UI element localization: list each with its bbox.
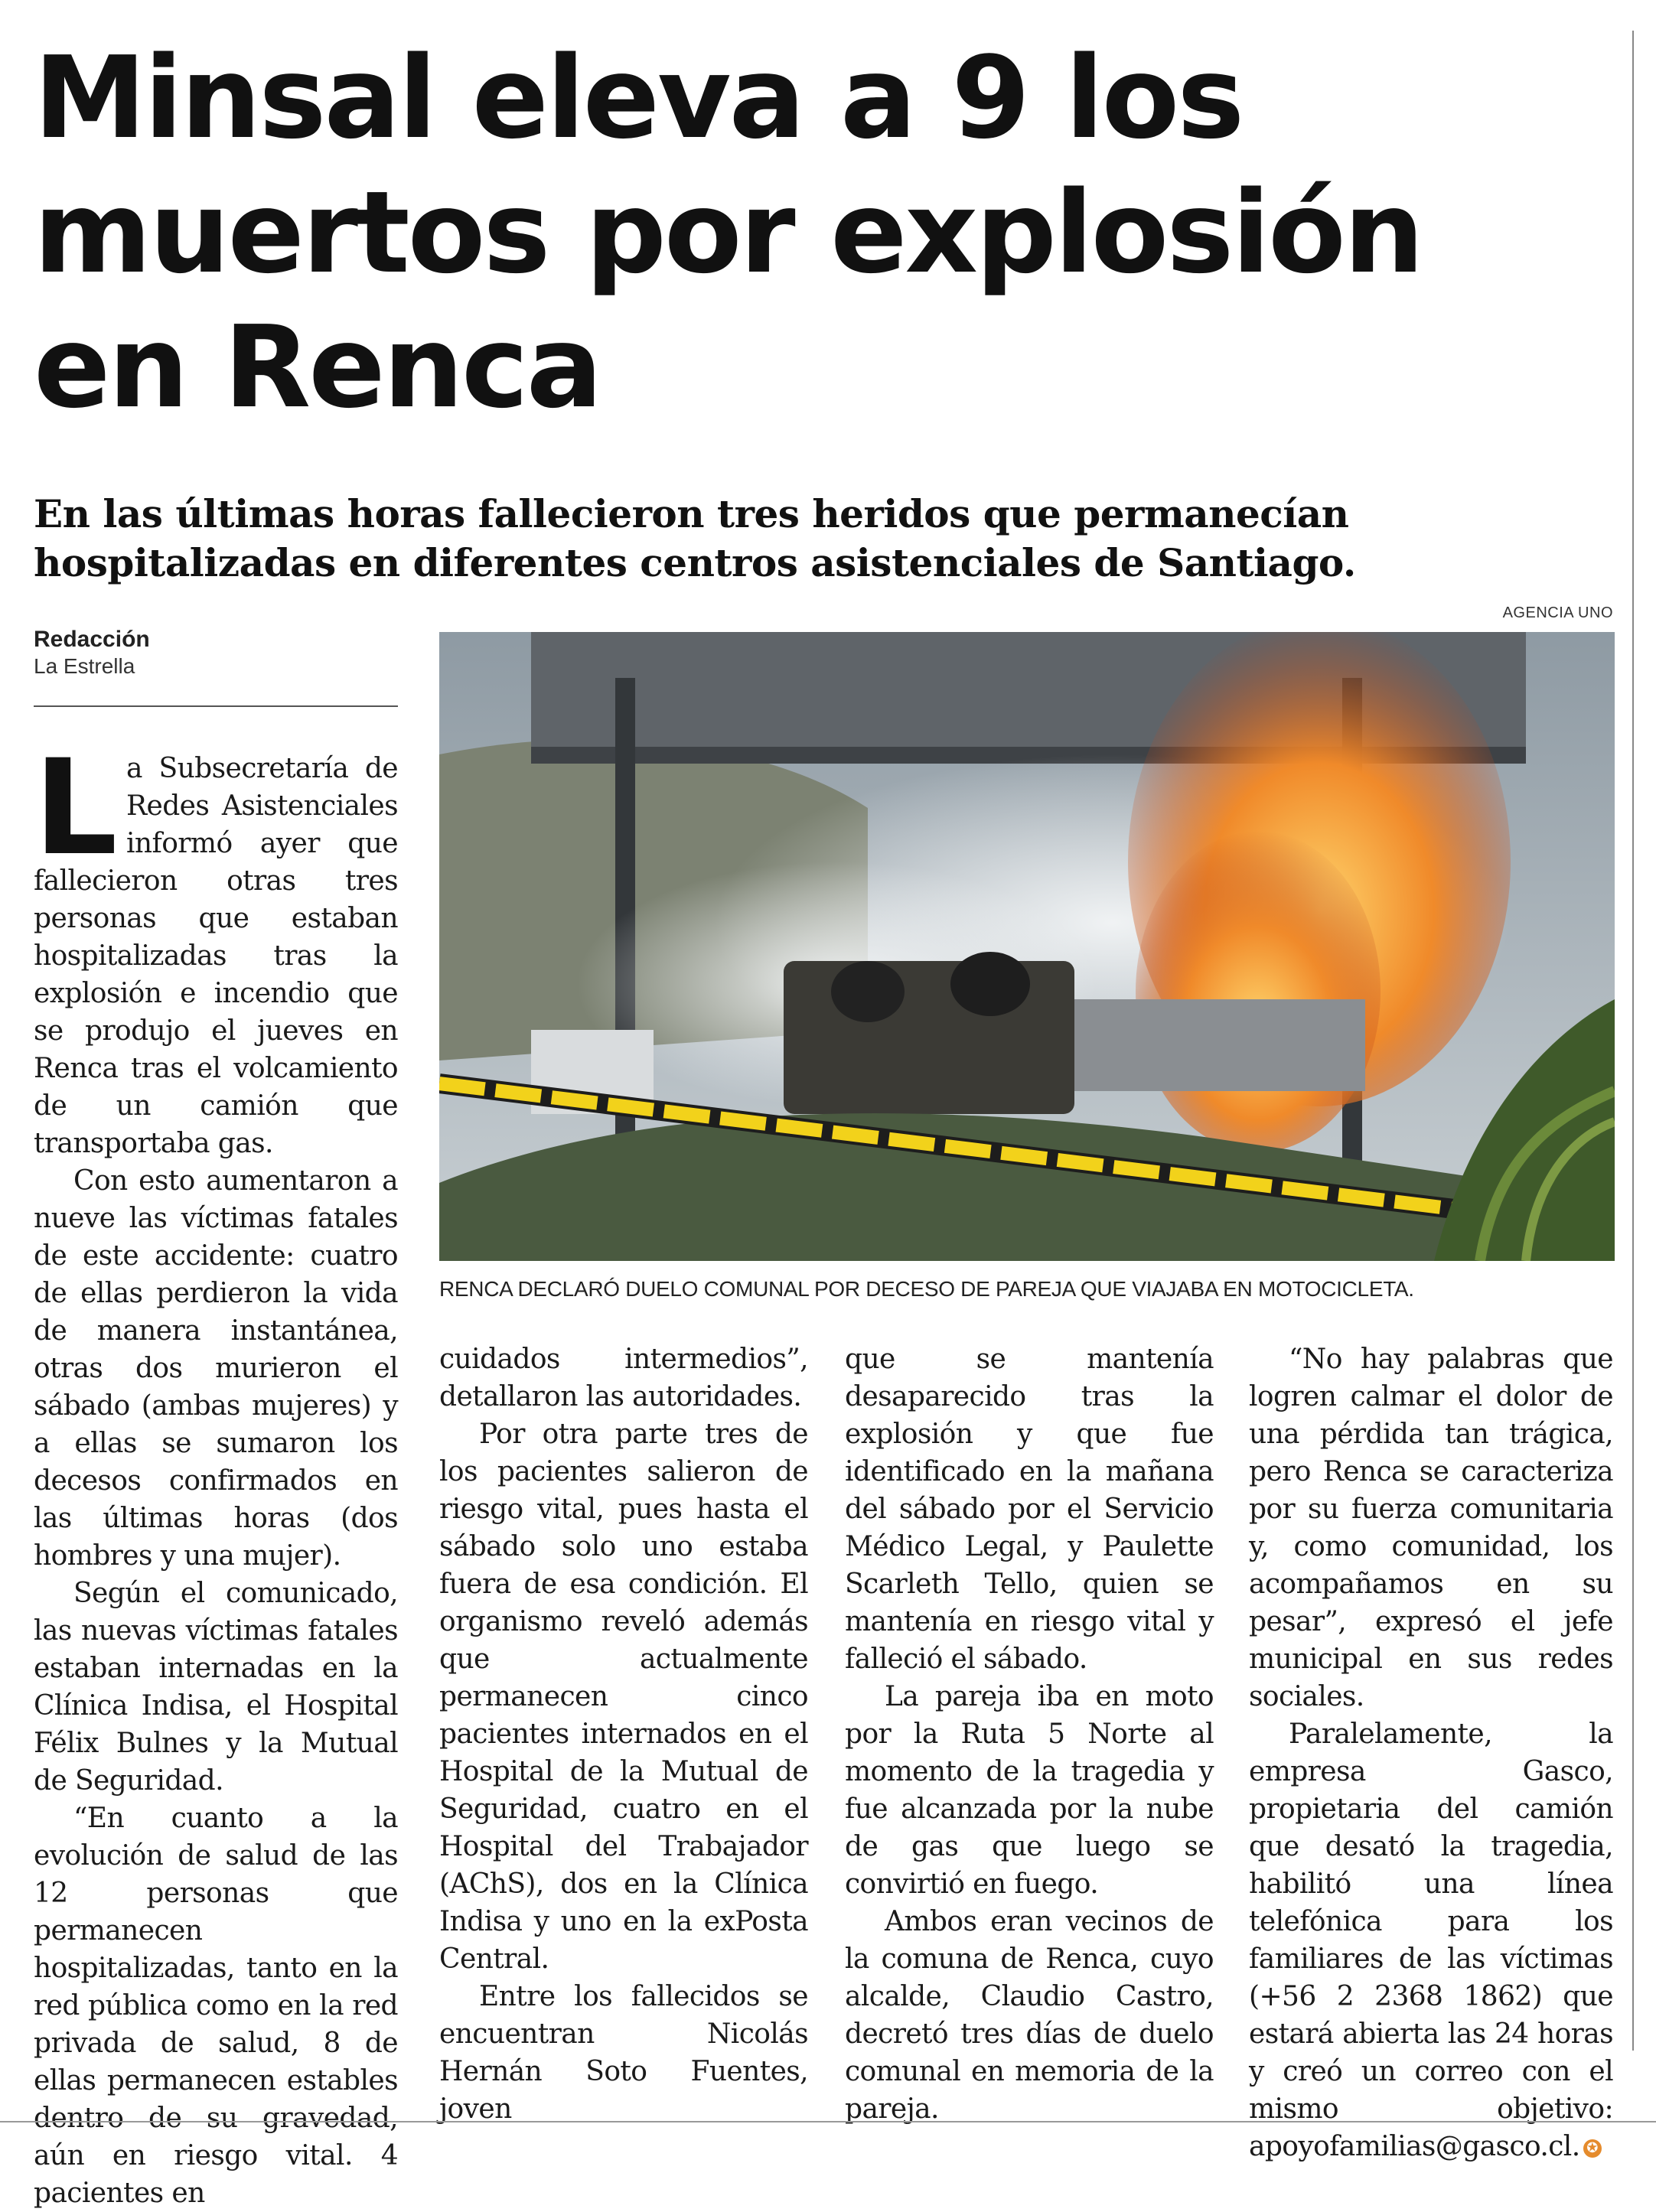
byline-author: Redacción — [34, 627, 150, 652]
column-divider-rule — [1632, 31, 1634, 2051]
paragraph: “En cuanto a la evolución de salud de las 12 personas que permanecen hospitalizadas, tanto en la red pública como en la red privada de salud, 8 de ellas permanecen estables dentro de su gravedad, aún en riesgo vital. 4 pacientes en — [34, 1803, 398, 2209]
paragraph — [1249, 1715, 1613, 2165]
article-column-3 — [845, 1341, 1214, 2128]
paragraph: cuidados intermedios”, detallaron las autoridades. — [439, 1344, 808, 1412]
paragraph-text: a Subsecretaría de Redes Asistenciales informó ayer que fallecieron otras tres personas que estaban hospitalizadas tras la explosión e incendio que se produjo el jueves en Renca tras el volcamiento de un camión que transportaba gas. — [34, 753, 398, 1159]
paragraph: Entre los fallecidos se encuentran Nicolás Hernán Soto Fuentes, joven — [439, 1981, 808, 2125]
paragraph: Ambos eran vecinos de la comuna de Renca, cuyo alcalde, Claudio Castro, decretó tres días de duelo comunal en memoria de la pareja. — [845, 1906, 1214, 2125]
photo-credit: AGENCIA UNO — [1502, 604, 1613, 621]
news-photo — [439, 632, 1615, 1261]
article-column-2 — [439, 1341, 808, 2128]
paragraph-text: Paralelamente, la empresa Gasco, propietaria del camión que desató la tragedia, habilitó una línea telefónica para los familiares de las víctimas (+56 2 2368 1862) que estará abierta las 24 horas y creó un correo con el mismo objetivo: apoyofamilias@gasco.cl. — [1249, 1718, 1613, 2162]
photo-caption: RENCA DECLARÓ DUELO COMUNAL POR DECESO DE PAREJA QUE VIAJABA EN MOTOCICLETA. — [439, 1277, 1414, 1301]
end-of-article-icon: ✪ — [1583, 2139, 1602, 2158]
byline-outlet: La Estrella — [34, 654, 135, 678]
deck-subtitle: En las últimas horas fallecieron tres heridos que permanecían hospitalizadas en diferentes centros asistenciales de Santiago. — [34, 491, 1356, 585]
paragraph: Por otra parte tres de los pacientes salieron de riesgo vital, pues hasta el sábado solo uno estaba fuera de esa condición. El organismo reveló además que actualmente permanecen cinco pacientes internados en el Hospital de la Mutual de Seguridad, cuatro en el Hospital del Trabajador (AChS), dos en la Clínica Indisa y uno en la exPosta Central. — [439, 1419, 808, 1975]
article-column-1 — [34, 731, 398, 2212]
paragraph: Según el comunicado, las nuevas víctimas fatales estaban internadas en la Clínica Indisa, el Hospital Félix Bulnes y la Mutual de Seguridad. — [34, 1578, 398, 1797]
paragraph: Con esto aumentaron a nueve las víctimas fatales de este accidente: cuatro de ellas perdieron la vida de manera instantánea, otras dos murieron el sábado (ambas mujeres) y a ellas se sumaron los decesos confirmados en las últimas horas (dos hombres y una mujer). — [34, 1165, 398, 1572]
headline: Minsal eleva a 9 los muertos por explosión en Renca — [34, 32, 1423, 433]
byline-rule — [34, 705, 398, 707]
article-column-4 — [1249, 1341, 1613, 2165]
paragraph: que se mantenía desaparecido tras la explosión y que fue identificado en la mañana del sábado por el Servicio Médico Legal, y Paulette Scarleth Tello, quien se mantenía en riesgo vital y falleció el sábado. — [845, 1344, 1214, 1675]
page-bottom-rule — [0, 2121, 1656, 2122]
paragraph: “No hay palabras que logren calmar el dolor de una pérdida tan trágica, pero Renca se caracteriza por su fuerza comunitaria y, como comunidad, los acompañamos en su pesar”, expresó el jefe municipal en sus redes sociales. — [1249, 1344, 1613, 1712]
drop-cap: L — [34, 731, 117, 884]
fire-scene-illustration — [439, 632, 1615, 1261]
byline — [34, 626, 398, 679]
paragraph: La pareja iba en moto por la Ruta 5 Norte al momento de la tragedia y fue alcanzada por la nube de gas que luego se convirtió en fuego. — [845, 1681, 1214, 1900]
paragraph — [34, 731, 398, 1162]
